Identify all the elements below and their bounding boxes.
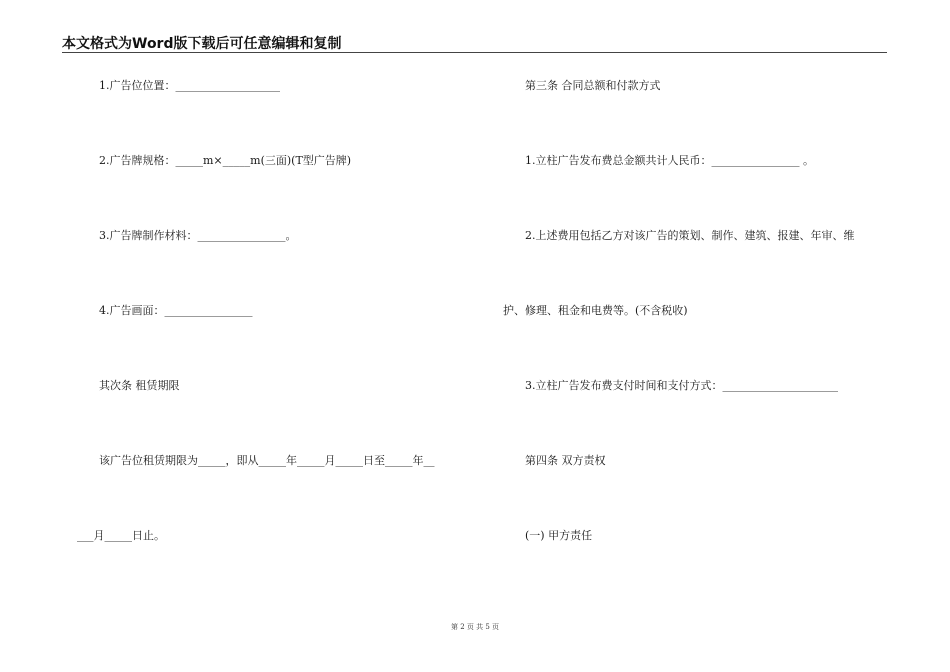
left-item-1-ad-location: 1.广告位位置：___________________ bbox=[99, 79, 280, 92]
lease-term-text-line-1: 该广告位租赁期限为_____，即从_____年_____月_____日至_____年__ bbox=[99, 454, 435, 467]
left-item-2-billboard-size: 2.广告牌规格：_____m×_____m(三面)(T型广告牌) bbox=[99, 154, 352, 167]
right-item-1-total-amount: 1.立柱广告发布费总金额共计人民币：________________ 。 bbox=[525, 154, 814, 167]
left-item-4-ad-image: 4.广告画面：________________ bbox=[99, 304, 253, 317]
left-item-3-billboard-material: 3.广告牌制作材料：________________。 bbox=[99, 229, 297, 242]
document-header-title: 本文格式为Word版下载后可任意编辑和复制 bbox=[62, 36, 342, 52]
right-item-2-fee-scope-line-2: 护、修理、租金和电费等。(不含税收) bbox=[503, 304, 688, 317]
right-item-2-fee-scope-line-1: 2.上述费用包括乙方对该广告的策划、制作、建筑、报建、年审、维 bbox=[525, 229, 855, 242]
article-4-heading: 第四条 双方责权 bbox=[525, 454, 606, 467]
party-a-responsibilities-heading: (一) 甲方责任 bbox=[525, 529, 593, 542]
header-divider bbox=[62, 52, 887, 53]
page-number-footer: 第 2 页 共 5 页 bbox=[450, 623, 500, 631]
right-item-3-payment-method: 3.立柱广告发布费支付时间和支付方式：_____________________ bbox=[525, 379, 838, 392]
article-2-heading: 其次条 租赁期限 bbox=[99, 379, 180, 392]
lease-term-text-line-2: ___月_____日止。 bbox=[77, 529, 165, 542]
article-3-heading: 第三条 合同总额和付款方式 bbox=[525, 79, 661, 92]
